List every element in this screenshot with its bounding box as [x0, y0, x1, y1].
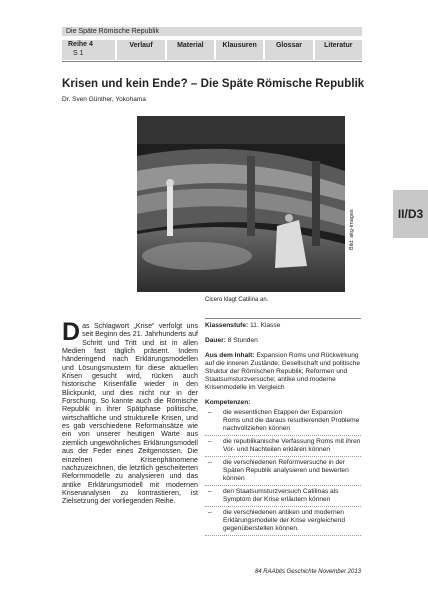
nav-reihe[interactable]	[62, 40, 115, 60]
intro-text: as Schlagwort „Krise“ verfolgt uns seit Beginn des 21. Jahrhunderts auf Schritt und Tritt und ist in allen Medien fast täglich präsent. Indem händeringend nach Erklärungsmodellen und Lösungsmustern für diese aktuellen Krisen gesucht wird, rücken auch historische Krisenfälle wieder in den Blickpunkt, und dies nicht nur in der Forschung. So kannte auch die Römische Republik in ihrer Spätphase politische, wirtschaftliche und strukturelle Krisen, und es gab verschiedene Reformansätze wie ein von unserer heutigen Warte aus ziemlich ungewöhnliches Erklärungsmodell aus der Feder eines Zeitgenossen. Die einzelnen Krisenphänomene nachzuzeichnen, die letztlich gescheiterten Reformmodelle zu analysieren und das antike Erklärungsmodell mit modernen Krisenanalysen zu kontrastieren, ist Zielsetzung der vorliegenden Reihe.	[62, 322, 198, 506]
nav-material[interactable]: Material	[167, 40, 214, 60]
kompetenzen-list	[205, 409, 361, 536]
nav-reihe-label: Reihe 4	[68, 41, 93, 48]
nav-divider	[62, 61, 362, 62]
info-column	[205, 322, 361, 538]
inhalt: Aus dem Inhalt: Expansion Roms und Rückwirkung auf die inneren Zustände; Gesellschaft und politische Struktur der Römischen Republik; Reformen und Staatsumsturzversuche; antike und moderne Krisenmodelle im Vergleich	[205, 352, 361, 391]
nav-klausuren[interactable]: Klausuren	[216, 40, 263, 60]
list-item: – die wesentlichen Etappen der Expansion Roms und die daraus resultierenden Probleme nachvollziehen können	[205, 409, 361, 436]
painting-illustration	[137, 116, 345, 292]
klassenstufe: Klassenstufe: 11. Klasse	[205, 322, 281, 329]
image-caption: Cicero klagt Catilina an.	[205, 297, 269, 303]
author: Dr. Sven Günther, Yokohama	[62, 96, 146, 103]
section-header: Die Späte Römische Republik	[62, 27, 362, 36]
list-item: – die republikanische Verfassung Roms mit ihren Vor- und Nachteilen erklären können	[205, 438, 361, 457]
kompetenzen-heading: Kompetenzen:	[205, 399, 251, 406]
list-item: – den Staatsumsturzversuch Catilinas als Symptom der Krise erläutern können	[205, 488, 361, 507]
list-item: – die verschiedenen Reformversuche in der Späten Republik analysieren und bewerten können	[205, 459, 361, 486]
dauer: Dauer: 8 Stunden	[205, 337, 258, 344]
page-title: Krisen und kein Ende? – Die Späte Römische Republik	[62, 78, 365, 90]
senate-painting	[137, 116, 345, 292]
nav-literatur[interactable]: Literatur	[315, 40, 362, 60]
intro-text-column	[62, 318, 198, 506]
nav-glossar[interactable]: Glossar	[265, 40, 312, 60]
nav-reihe-sub: S 1	[73, 50, 84, 57]
navigation-bar	[62, 40, 362, 60]
image-credit: Bild: akg-images	[349, 209, 355, 250]
dropcap: D	[62, 318, 81, 346]
list-item: – die verschiedenen antiken und modernen Erklärungsmodelle der Krise vergleichend gegenüberstellen können.	[205, 509, 361, 536]
nav-verlauf[interactable]: Verlauf	[117, 40, 164, 60]
info-top-rule	[205, 318, 361, 319]
side-tab: II/D3	[393, 190, 428, 238]
footer: 84 RAAbits Geschichte November 2013	[254, 569, 361, 575]
